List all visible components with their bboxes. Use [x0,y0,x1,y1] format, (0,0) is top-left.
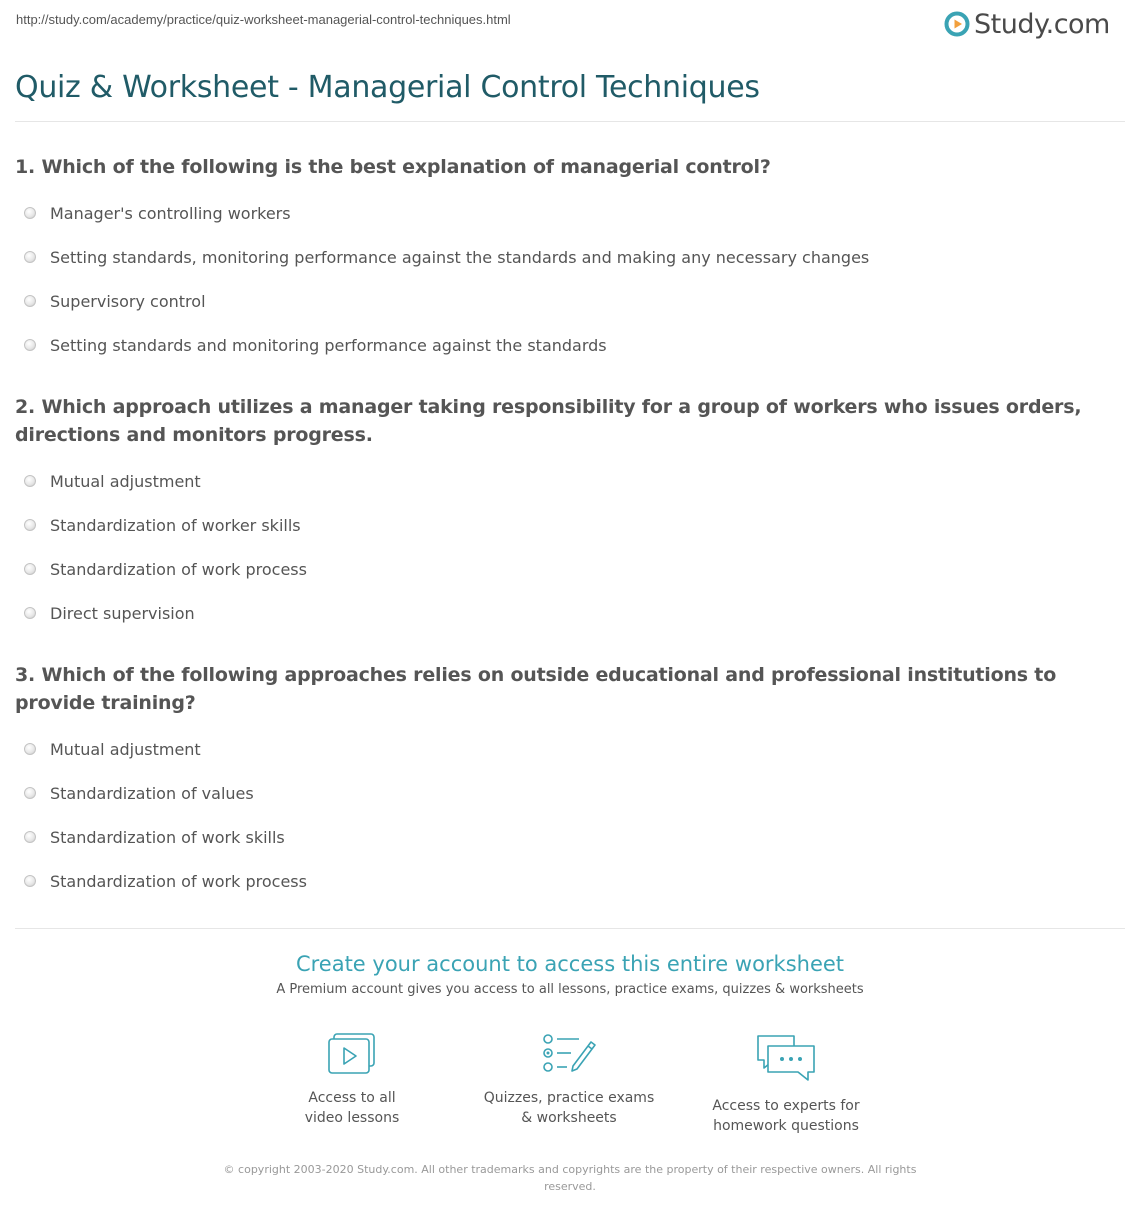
answer-option[interactable] [15,733,1125,777]
question-text: 2. Which approach utilizes a manager taking responsibility for a group of workers who issues orders, directions and monitors progress. [15,396,1082,446]
answer-option[interactable] [15,821,1125,865]
feature-quizzes [469,1032,669,1128]
answer-options [15,733,1125,909]
answer-label: Standardization of work process [50,871,307,891]
page-title: Quiz & Worksheet - Managerial Control Techniques [15,70,760,105]
answer-label: Mutual adjustment [50,739,201,759]
feature-experts [686,1032,886,1136]
cta-title-link[interactable]: Create your account to access this entire worksheet [295,952,845,976]
radio-button[interactable] [24,875,36,887]
copyright-line: © copyright 2003-2020 Study.com. All other trademarks and copyrights are the property of their respective owners. All rights [223,1163,917,1176]
question-1 [15,153,1125,373]
radio-button[interactable] [24,295,36,307]
feature-label: video lessons [304,1110,400,1126]
answer-option[interactable] [15,777,1125,821]
feature-label: homework questions [713,1118,859,1134]
answer-label: Setting standards, monitoring performance against the standards and making any necessary changes [50,247,870,267]
answer-option[interactable] [15,241,1125,285]
feature-label: Access to experts for [712,1098,860,1114]
feature-label: Access to all [308,1090,396,1106]
feature-label: Quizzes, practice exams [483,1090,655,1106]
radio-button[interactable] [24,831,36,843]
radio-button[interactable] [24,251,36,263]
radio-button[interactable] [24,607,36,619]
page-url: http://study.com/academy/practice/quiz-worksheet-managerial-control-techniques.html [16,12,511,27]
answer-option[interactable] [15,465,1125,509]
question-text: 1. Which of the following is the best explanation of managerial control? [15,156,771,178]
radio-button[interactable] [24,207,36,219]
answer-option[interactable] [15,509,1125,553]
cta-subtitle: A Premium account gives you access to all lessons, practice exams, quizzes & worksheets [276,982,864,997]
answer-option[interactable] [15,285,1125,329]
answer-label: Standardization of work skills [50,827,285,847]
answer-option[interactable] [15,553,1125,597]
answer-label: Standardization of work process [50,559,307,579]
question-3 [15,661,1125,909]
copyright-line: reserved. [544,1180,596,1193]
answer-option[interactable] [15,865,1125,909]
divider [15,928,1125,929]
answer-label: Standardization of values [50,783,254,803]
divider [15,121,1125,122]
answer-options [15,465,1125,641]
chat-bubbles-icon [754,1032,818,1084]
feature-video-lessons [252,1032,452,1128]
question-2 [15,393,1125,641]
radio-button[interactable] [24,787,36,799]
answer-label: Mutual adjustment [50,471,201,491]
answer-option[interactable] [15,329,1125,373]
top-bar [0,0,1140,44]
radio-button[interactable] [24,519,36,531]
radio-button[interactable] [24,743,36,755]
question-text: 3. Which of the following approaches relies on outside educational and professional institutions to provide training? [15,664,1057,714]
logo-text: Study.com [974,8,1110,40]
radio-button[interactable] [24,339,36,351]
video-lessons-icon [326,1032,378,1076]
study-logo[interactable] [944,7,1110,41]
radio-button[interactable] [24,563,36,575]
answer-label: Direct supervision [50,603,195,623]
answer-label: Supervisory control [50,291,206,311]
copyright [215,1161,925,1195]
answer-label: Manager's controlling workers [50,203,291,223]
answer-options [15,197,1125,373]
answer-option[interactable] [15,597,1125,641]
answer-option[interactable] [15,197,1125,241]
feature-label: & worksheets [521,1110,617,1126]
answer-label: Setting standards and monitoring performance against the standards [50,335,607,355]
quiz-checklist-icon [541,1032,597,1076]
play-circle-icon [944,11,970,37]
radio-button[interactable] [24,475,36,487]
answer-label: Standardization of worker skills [50,515,301,535]
